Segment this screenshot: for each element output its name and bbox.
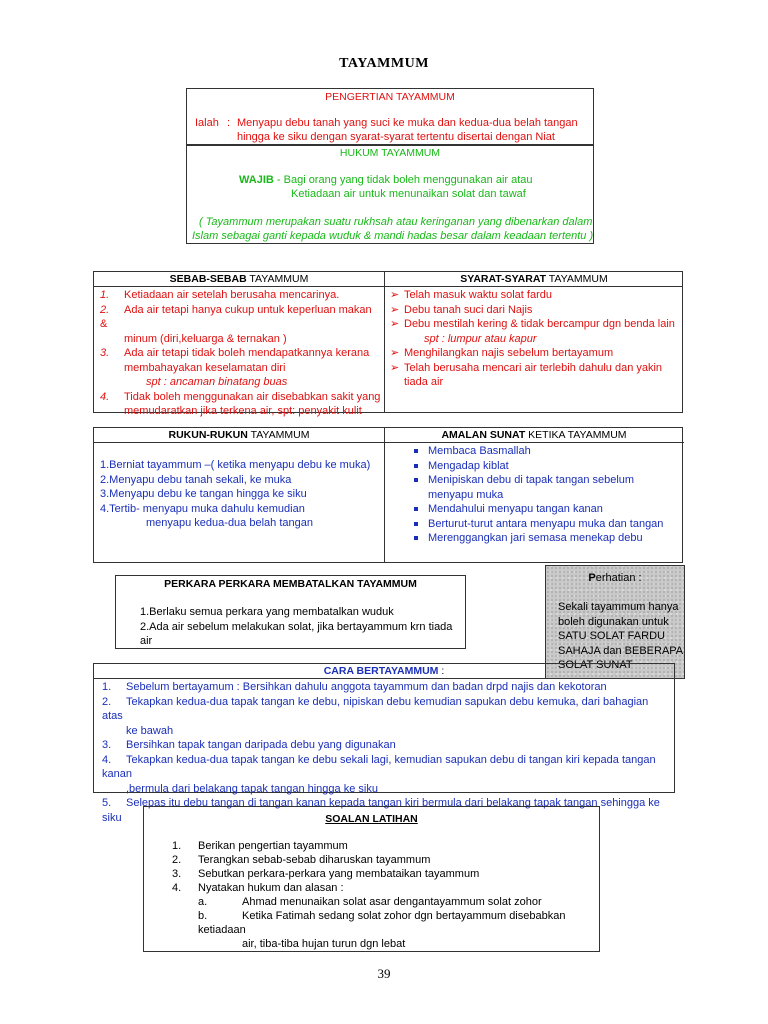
cara-text: Sebelum bertayamum : Bersihkan dahulu anggota tayammum dan badan drpd najis dan kekotoran xyxy=(126,681,607,693)
square-bullet-icon xyxy=(414,464,418,468)
arrow-bullet-icon: ➢ xyxy=(390,289,400,301)
soalan-heading xyxy=(144,813,599,825)
cara-num: 5. xyxy=(102,797,112,809)
square-bullet-icon xyxy=(414,478,418,482)
soalan-text: Terangkan sebab-sebab diharuskan tayammum xyxy=(198,854,431,866)
pengertian-box xyxy=(186,88,594,145)
list-item xyxy=(172,839,597,853)
perhatian-box xyxy=(545,565,685,679)
wajib-label: WAJIB xyxy=(239,174,274,186)
soalan-text: Berikan pengertian tayammum xyxy=(198,840,348,852)
list-item: tiada air xyxy=(404,376,444,388)
rukun-amalan-table xyxy=(93,427,683,563)
pengertian-line1: Menyapu debu tanah yang suci ke muka dan kedua-dua belah tangan xyxy=(237,117,578,129)
soalan-subtext: Ahmad menunaikan solat asar dengantayammum solat zohor xyxy=(242,896,542,908)
membatalkan-heading xyxy=(116,578,465,590)
perhatian-heading-p: P xyxy=(588,572,596,584)
amalan-list xyxy=(414,444,682,546)
soalan-subnum: b. xyxy=(198,910,208,922)
hukum-line2: Ketiadaan air untuk menunaikan solat dan tawaf xyxy=(291,188,526,200)
pengertian-line2: hingga ke siku dengan syarat-syarat tertentu disertai dengan Niat xyxy=(237,131,555,143)
list-item xyxy=(414,459,682,474)
cara-num: 2. xyxy=(102,695,112,708)
soalan-box xyxy=(143,806,600,952)
list-item: spt : ancaman binatang buas xyxy=(146,376,288,388)
sebab-syarat-table xyxy=(93,271,683,417)
perhatian-line: SAHAJA dan BEBERAPA xyxy=(558,644,684,657)
square-bullet-icon xyxy=(414,536,418,540)
list-item xyxy=(102,680,672,695)
list-item: memudaratkan jika terkena air, spt: penyakit kulit xyxy=(124,405,362,417)
soalan-num: 4. xyxy=(172,882,182,894)
hukum-line1 xyxy=(239,174,533,186)
list-item xyxy=(414,473,682,488)
cara-text: Bersihkan tapak tangan daripada debu yang digunakan xyxy=(126,739,396,751)
table-header-divider xyxy=(94,442,384,443)
amalan-text: Mendahului menyapu tangan kanan xyxy=(428,503,603,515)
soalan-num: 2. xyxy=(172,854,182,866)
list-item xyxy=(390,346,682,361)
cara-num: 4. xyxy=(102,753,112,766)
syarat-heading-bold: SYARAT-SYARAT xyxy=(460,273,547,285)
list-item: 4.Tertib- menyapu muka dahulu kemudian xyxy=(100,502,305,515)
list-item: minum (diri,keluarga & ternakan ) xyxy=(124,332,287,345)
sebab-heading xyxy=(94,273,384,285)
cara-text: Tekapkan kedua-dua tapak tangan ke debu sekali lagi, kemudian sapukan debu di tangan kiri kepada tangan kanan xyxy=(102,753,656,780)
amalan-heading-bold: AMALAN SUNAT xyxy=(441,429,526,441)
arrow-bullet-icon: ➢ xyxy=(390,303,400,316)
syarat-text: Telah masuk waktu solat fardu xyxy=(404,289,552,301)
cara-heading-sep: : xyxy=(438,665,445,677)
soalan-text: Sebutkan perkara-perkara yang membataikan tayammum xyxy=(198,868,480,880)
sebab-list xyxy=(100,288,382,419)
rukun-list xyxy=(100,458,382,531)
list-item xyxy=(414,531,682,546)
sebab-text: Tidak boleh menggunakan air disebabkan sakit yang xyxy=(124,390,381,403)
hukum-heading: HUKUM TAYAMMUM xyxy=(339,147,441,159)
sebab-text: Ada air tetapi tidak boleh mendapatkannya kerana xyxy=(124,347,370,359)
sebab-num: 2. xyxy=(100,303,110,316)
amalan-text: Berturut-turut antara menyapu muka dan tangan xyxy=(428,517,664,530)
page-number: 39 xyxy=(377,966,391,981)
cara-header-divider xyxy=(94,678,674,679)
soalan-list xyxy=(172,839,597,951)
sebab-text: Ketiadaan air setelah berusaha mencarinya. xyxy=(124,289,340,301)
list-item: ,bermula dari belakang tapak tangan hingga ke siku xyxy=(126,782,378,795)
sebab-num: 1. xyxy=(100,289,110,301)
list-item xyxy=(172,909,597,937)
pengertian-heading: PENGERTIAN TAYAMMUM xyxy=(325,91,455,103)
syarat-text: Debu mestilah kering & tidak bercampur dgn benda lain xyxy=(404,318,675,330)
list-item: spt : lumpur atau kapur xyxy=(424,332,537,345)
list-item: air, tiba-tiba hujan turun dgn lebat xyxy=(242,938,406,950)
cara-list xyxy=(102,680,672,825)
sebab-heading-rest: TAYAMMUM xyxy=(246,273,309,285)
soalan-subnum: a. xyxy=(198,896,208,908)
list-item xyxy=(414,502,682,517)
syarat-heading-rest: TAYAMMUM xyxy=(546,273,608,285)
cara-heading xyxy=(94,665,674,677)
list-item xyxy=(172,881,597,895)
syarat-list xyxy=(390,288,682,390)
table-column-divider xyxy=(384,272,385,412)
list-item xyxy=(102,738,672,753)
amalan-text: Mengadap kiblat xyxy=(428,459,509,472)
list-item xyxy=(390,361,682,376)
perhatian-heading xyxy=(546,572,684,584)
cara-heading-text: CARA BERTAYAMMUM xyxy=(323,665,439,677)
membatalkan-heading-text: PERKARA PERKARA MEMBATALKAN TAYAMMUM xyxy=(164,578,417,590)
arrow-bullet-icon: ➢ xyxy=(390,361,400,374)
table-column-divider xyxy=(384,428,385,562)
rukun-heading-bold: RUKUN-RUKUN xyxy=(168,429,248,441)
list-item xyxy=(100,303,382,332)
perhatian-line: SATU SOLAT FARDU xyxy=(558,630,665,642)
pengertian-sep: : xyxy=(227,117,231,129)
sebab-text: Ada air tetapi hanya cukup untuk keperluan makan & xyxy=(100,303,372,330)
list-item xyxy=(172,867,597,881)
list-item xyxy=(102,695,672,724)
soalan-num: 3. xyxy=(172,868,182,880)
square-bullet-icon xyxy=(414,507,418,511)
amalan-heading xyxy=(384,429,684,441)
list-item: menyapu kedua-dua belah tangan xyxy=(146,517,313,529)
list-item: 1.Berlaku semua perkara yang membatalkan wuduk xyxy=(140,606,394,618)
list-item: 2.Menyapu debu tanah sekali, ke muka xyxy=(100,473,292,486)
amalan-text: Merenggangkan jari semasa menekap debu xyxy=(428,532,643,544)
pengertian-label: Ialah xyxy=(195,117,219,129)
cara-text: Selepas itu debu tangan di tangan kanan kepada tangan kiri bermula dari belakang tapak tangan sehingga ke siku xyxy=(102,797,660,824)
amalan-text: Menipiskan debu di tapak tangan sebelum xyxy=(428,474,635,486)
cara-num: 3. xyxy=(102,739,112,751)
arrow-bullet-icon: ➢ xyxy=(390,318,400,330)
syarat-text: Menghilangkan najis sebelum bertayamum xyxy=(404,347,614,359)
list-item xyxy=(172,853,597,867)
perhatian-line: Sekali tayammum hanya xyxy=(558,601,679,613)
hukum-note2: Islam sebagai ganti kepada wuduk & mandi hadas besar dalam keadaan tertentu ) xyxy=(192,230,594,242)
rukun-heading xyxy=(94,429,384,441)
list-item: ke bawah xyxy=(126,724,174,737)
list-item xyxy=(172,895,597,909)
arrow-bullet-icon: ➢ xyxy=(390,347,400,359)
square-bullet-icon xyxy=(414,522,418,526)
perhatian-heading-rest: erhatian : xyxy=(595,572,642,584)
sebab-num: 4. xyxy=(100,390,110,403)
table-header-divider xyxy=(94,286,682,287)
soalan-num: 1. xyxy=(172,840,182,852)
soalan-subtext: Ketika Fatimah sedang solat zohor dgn bertayammum disebabkan ketiadaan xyxy=(198,910,566,936)
perhatian-line: SOLAT SUNAT xyxy=(558,659,633,671)
rukun-heading-rest: TAYAMMUM xyxy=(247,429,310,441)
list-item xyxy=(100,346,382,361)
list-item: 2.Ada air sebelum melakukan solat, jika bertayammum krn tiada air xyxy=(140,620,453,647)
list-item xyxy=(102,753,672,782)
list-item: membahayakan keselamatan diri xyxy=(124,361,286,374)
sebab-heading-bold: SEBAB-SEBAB xyxy=(169,273,247,285)
square-bullet-icon xyxy=(414,449,418,453)
sebab-num: 3. xyxy=(100,347,110,359)
membatalkan-box xyxy=(115,575,466,649)
perhatian-text xyxy=(558,600,684,673)
cara-text: Tekapkan kedua-dua tapak tangan ke debu, nipiskan debu kemudian sapukan debu kemuka, dari bahagian atas xyxy=(102,695,649,722)
syarat-heading xyxy=(384,273,684,285)
list-item xyxy=(390,317,682,332)
list-item xyxy=(390,303,682,318)
list-item xyxy=(414,444,682,459)
page-title: TAYAMMUM xyxy=(339,56,429,71)
list-item xyxy=(100,288,382,303)
list-item xyxy=(414,517,682,532)
perhatian-line: boleh digunakan untuk xyxy=(558,615,669,628)
syarat-text: Debu tanah suci dari Najis xyxy=(404,303,533,316)
amalan-heading-rest: KETIKA TAYAMMUM xyxy=(525,429,627,441)
list-item: 3.Menyapu debu ke tangan hingga ke siku xyxy=(100,488,307,500)
soalan-heading-text: SOALAN LATIHAN xyxy=(325,813,418,825)
cara-num: 1. xyxy=(102,681,112,693)
hukum-box xyxy=(186,145,594,244)
list-item xyxy=(100,390,382,405)
membatalkan-list xyxy=(140,605,460,649)
table-header-divider xyxy=(384,442,684,443)
list-item: 1.Berniat tayammum –( ketika menyapu debu ke muka) xyxy=(100,459,371,471)
list-item: menyapu muka xyxy=(428,488,504,501)
amalan-text: Membaca Basmallah xyxy=(428,445,531,457)
list-item xyxy=(390,288,682,303)
hukum-line1-text: - Bagi orang yang tidak boleh menggunakan air atau xyxy=(273,174,533,186)
hukum-note1: ( Tayammum merupakan suatu rukhsah atau keringanan yang dibenarkan dalam xyxy=(199,216,593,228)
syarat-text: Telah berusaha mencari air terlebih dahulu dan yakin xyxy=(404,361,663,374)
soalan-text: Nyatakan hukum dan alasan : xyxy=(198,882,344,894)
